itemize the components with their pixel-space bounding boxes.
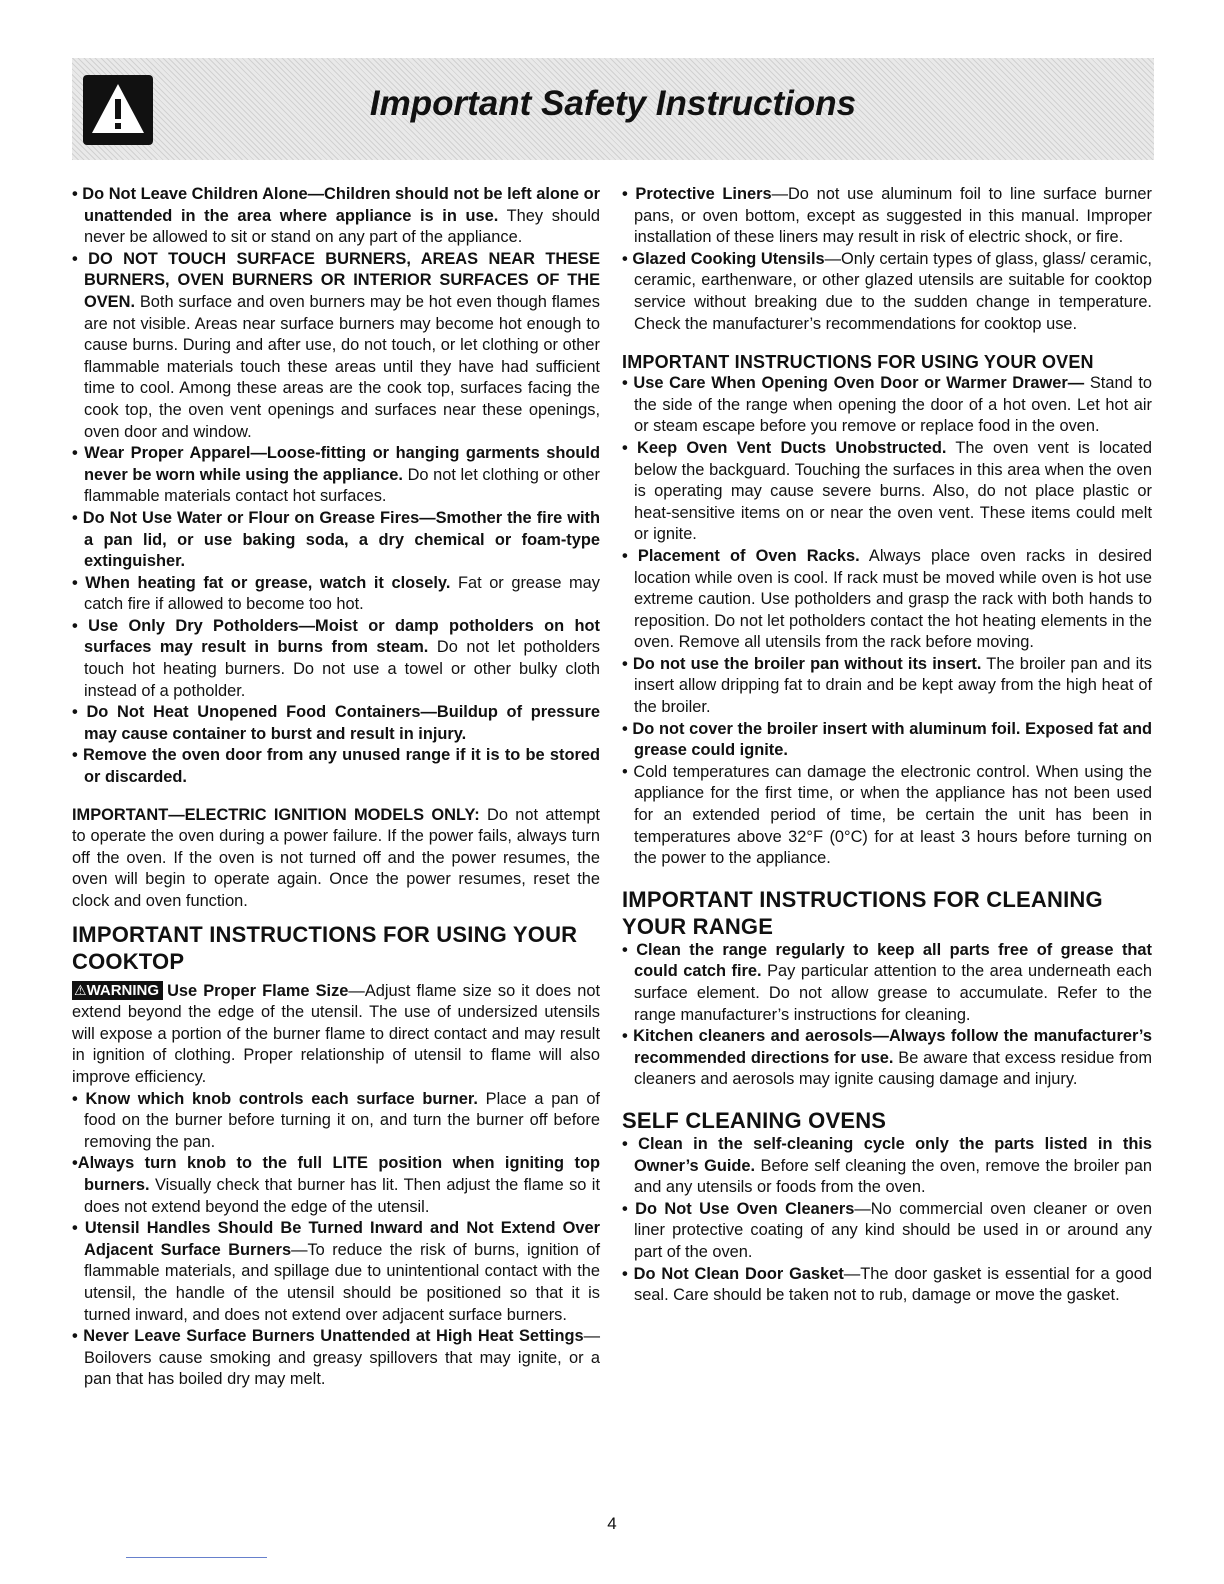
list-item: • Do Not Use Water or Flour on Grease Fires—Smother the fire with a pan lid, or use baking soda, a dry chemical or foam-type extinguisher. <box>72 508 600 571</box>
oven-heading: IMPORTANT INSTRUCTIONS FOR USING YOUR OVEN <box>622 352 1094 373</box>
list-item: • Use Care When Opening Oven Door or Warmer Drawer— Stand to the side of the range when opening the door of a hot oven. Let hot air or steam escape before you remove or replace food in the oven. <box>622 374 1152 436</box>
footer-divider <box>126 1557 267 1558</box>
list-item: • Do Not Heat Unopened Food Containers—Buildup of pressure may cause container to burst and result in injury. <box>72 703 600 743</box>
list-item: • Use Only Dry Potholders—Moist or damp potholders on hot surfaces may result in burns from steam. Do not let potholders touch hot heating burners. Do not use a towel or other bulky cloth instead of a potholder. <box>72 616 600 700</box>
list-item: • Clean the range regularly to keep all parts free of grease that could catch fire. Pay particular attention to the area underneath each surface element. Do not allow grease to accumulate. Refer to the range manufacturer’s instructions for cleaning. <box>622 940 1152 1024</box>
list-item: •Always turn knob to the full LITE position when igniting top burners. Visually check that burner has lit. Then adjust the flame so it does not extend beyond the edge of the utensil. <box>72 1154 600 1216</box>
warning-triangle-icon: ⚠ <box>74 981 87 998</box>
list-item: • Utensil Handles Should Be Turned Inward and Not Extend Over Adjacent Surface Burners—To reduce the risk of burns, ignition of flammable materials, and spillage due to unintentional contact with the utensil, the handle of the utensil should be positioned so that it is turned inward, and does not extend over adjacent surface burners. <box>72 1219 600 1324</box>
page-number: 4 <box>607 1514 617 1533</box>
list-item: • Keep Oven Vent Ducts Unobstructed. The oven vent is located below the backguard. Touching the surfaces in this area when the oven is operating may cause severe burns. Also, do not place plastic or heat-sensitive items on or near the oven vent. These items could melt or ignite. <box>622 438 1152 544</box>
list-item: • Glazed Cooking Utensils—Only certain types of glass, glass/ ceramic, ceramic, earthenware, or other glazed utensils are suitable for cooktop service without breaking due to the sudden change in temperature. Check the manufacturer’s recommendations for cooktop use. <box>622 249 1152 333</box>
spacer <box>622 1091 1152 1107</box>
spacer <box>72 789 600 805</box>
list-item: • Clean in the self-cleaning cycle only the parts listed in this Owner’s Guide. Before self cleaning the oven, remove the broiler pan and any utensils or foods from the oven. <box>622 1134 1152 1197</box>
cooktop-heading: IMPORTANT INSTRUCTIONS FOR USING YOUR COOKTOP <box>72 921 578 974</box>
list-item: • DO NOT TOUCH SURFACE BURNERS, AREAS NEAR THESE BURNERS, OVEN BURNERS OR INTERIOR SURFACES OF THE OVEN. Both surface and oven burners may be hot even though flames are not visible. Areas near surface burners may become hot enough to cause burns. During and after use, do not touch, or let clothing or other flammable materials touch these areas until they have had sufficient time to cool. Among these areas are the cook top, surfaces facing the cook top, the oven vent openings and surfaces near these openings, oven door and window. <box>72 249 600 441</box>
list-item: • Do Not Clean Door Gasket—The door gasket is essential for a good seal. Care should be taken not to rub, damage or move the gasket. <box>622 1264 1152 1305</box>
list-item: • Know which knob controls each surface burner. Place a pan of food on the burner before turning it on, and turn the burner off before removing the pan. <box>72 1089 600 1151</box>
list-item: • Remove the oven door from any unused range if it is to be stored or discarded. <box>72 746 600 787</box>
self-cleaning-heading: SELF CLEANING OVENS <box>622 1107 887 1133</box>
list-item: • Do not use the broiler pan without its insert. The broiler pan and its insert allow dripping fat to drain and be kept away from the high heat of the broiler. <box>622 654 1152 717</box>
list-item: • When heating fat or grease, watch it closely. Fat or grease may catch fire if allowed to become too hot. <box>72 573 600 614</box>
list-item: • Kitchen cleaners and aerosols—Always follow the manufacturer’s recommended directions for use. Be aware that excess residue from cleaners and aerosols may ignite causing damage and injury. <box>622 1027 1152 1089</box>
warning-badge: ⚠WARNING <box>72 981 163 1000</box>
list-item: • Do not cover the broiler insert with aluminum foil. Exposed fat and grease could ignite. <box>622 719 1152 760</box>
list-item: • Wear Proper Apparel—Loose-fitting or hanging garments should never be worn while using the appliance. Do not let clothing or other flammable materials contact hot surfaces. <box>72 444 600 506</box>
flame-size-note: ⚠WARNING Use Proper Flame Size—Adjust flame size so it does not extend beyond the edge of the utensil. The use of undersized utensils will expose a portion of the burner flame to direct contact and may result in ignition of clothing. Proper relationship of utensil to flame will also improve efficiency. <box>72 981 600 1086</box>
title-banner <box>72 58 1154 160</box>
spacer <box>622 870 1152 886</box>
list-item: • Do Not Leave Children Alone—Children should not be left alone or unattended in the area where appliance is in use. They should never be allowed to sit or stand on any part of the appliance. <box>72 185 600 247</box>
list-item: • Placement of Oven Racks. Always place oven racks in desired location while oven is cool. If rack must be moved while oven is hot use extreme caution. Use potholders and grasp the rack with both hands to reposition. Do not let potholders contact the hot heating elements in the oven. Remove all utensils from the rack before moving. <box>622 546 1152 652</box>
list-item: • Do Not Use Oven Cleaners—No commercial oven cleaner or oven liner protective coating of any kind should be used in or around any part of the oven. <box>622 1199 1152 1261</box>
cleaning-heading: IMPORTANT INSTRUCTIONS FOR CLEANING YOUR RANGE <box>622 886 1103 939</box>
list-item: • Protective Liners—Do not use aluminum foil to line surface burner pans, or oven bottom, except as suggested in this manual. Improper installation of these liners may result in risk of electric shock, or fire. <box>622 185 1152 247</box>
list-item: • Never Leave Surface Burners Unattended at High Heat Settings—Boilovers cause smoking and greasy spillovers that may ignite, or a pan that has boiled dry may melt. <box>72 1327 600 1389</box>
electric-ignition-note: IMPORTANT—ELECTRIC IGNITION MODELS ONLY: Do not attempt to operate the oven during a power failure. If the power fails, always turn off the oven. If the oven is not turned off and the power resumes, the oven will begin to operate again. Once the power resumes, reset the clock and oven function. <box>72 805 600 910</box>
spacer <box>622 335 1152 351</box>
page-title: Important Safety Instructions <box>369 84 857 123</box>
left-column <box>72 184 600 1391</box>
right-column <box>622 184 1152 1307</box>
list-item: • Cold temperatures can damage the electronic control. When using the appliance for the first time, or when the appliance has not been used for an extended period of time, be certain the unit has been in temperatures above 32°F (0°C) for at least 3 hours before turning on the power to the appliance. <box>622 762 1152 868</box>
